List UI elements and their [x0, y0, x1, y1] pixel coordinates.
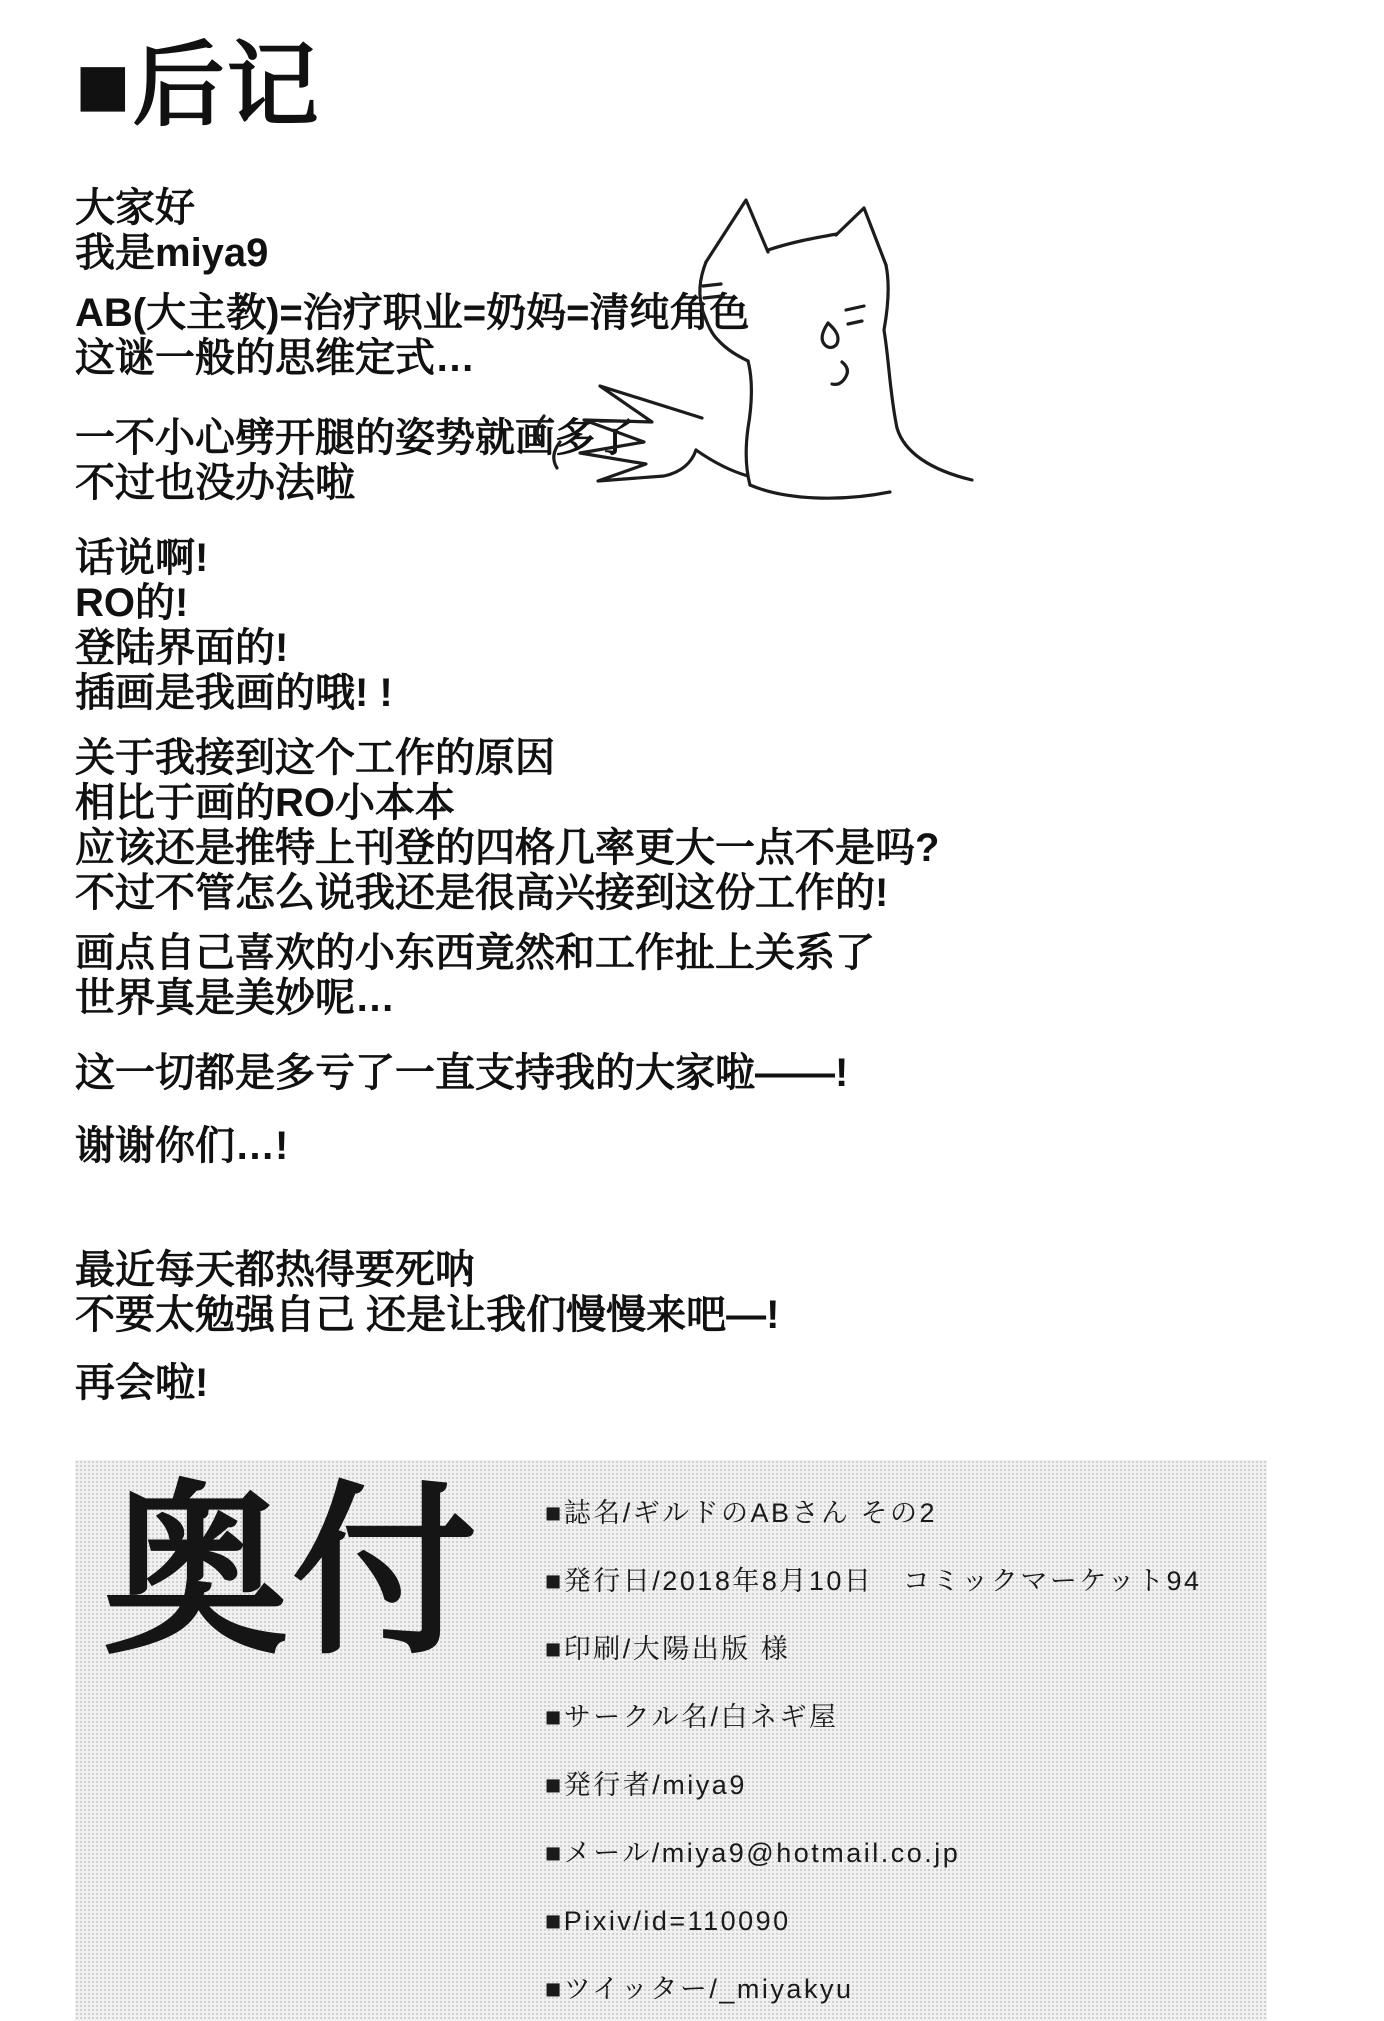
afterword-line: 话说啊! — [75, 536, 209, 580]
afterword-line: 登陆界面的! — [75, 626, 289, 670]
afterword-paragraph — [75, 1248, 1005, 1338]
afterword-line: 应该还是推特上刊登的四格几率更大一点不是吗? — [75, 826, 940, 870]
afterword-line: 不过不管怎么说我还是很高兴接到这份工作的! — [75, 871, 889, 915]
afterword-paragraph — [75, 736, 1005, 916]
page-title: ■后记 — [75, 35, 321, 137]
afterword-line: 画点自己喜欢的小东西竟然和工作扯上关系了 — [75, 931, 875, 975]
afterword-line: 再会啦! — [75, 1361, 209, 1405]
afterword-line: 这一切都是多亏了一直支持我的大家啦——! — [75, 1051, 849, 1095]
afterword-line: 关于我接到这个工作的原因 — [75, 736, 555, 780]
afterword-paragraph — [75, 931, 1005, 1021]
colophon-entry-email: ■メール/miya9@hotmail.co.jp — [545, 1838, 961, 1868]
colophon-section — [75, 1460, 1267, 2021]
colophon-entry-printer: ■印刷/大陽出版 様 — [545, 1634, 791, 1664]
colophon-entry-publisher: ■発行者/miya9 — [545, 1770, 747, 1800]
afterword-line: 世界真是美妙呢… — [75, 976, 395, 1020]
afterword-paragraph — [75, 1361, 1005, 1406]
colophon-entry-twitter: ■ツイッター/_miyakyu — [545, 1974, 854, 2004]
colophon-entry-pixiv: ■Pixiv/id=110090 — [545, 1906, 791, 1936]
colophon-entry-publish-date: ■発行日/2018年8月10日 コミックマーケット94 — [545, 1566, 1202, 1596]
afterword-line: 最近每天都热得要死呐 — [75, 1248, 475, 1292]
colophon-heading: 奥付 — [103, 1472, 481, 1677]
afterword-line: 谢谢你们…! — [75, 1124, 289, 1168]
afterword-line: 这谜一般的思维定式… — [75, 336, 475, 380]
afterword-line: RO的! — [75, 581, 189, 625]
afterword-paragraph — [75, 1051, 1005, 1096]
afterword-paragraph — [75, 1124, 1005, 1169]
afterword-line: 插画是我画的哦! ! — [75, 671, 393, 715]
afterword-line: 一不小心劈开腿的姿势就画多了 — [75, 416, 635, 460]
colophon-entries — [545, 1498, 1202, 2004]
afterword-line: 相比于画的RO小本本 — [75, 781, 455, 825]
cat-sketch-icon — [510, 180, 1010, 540]
afterword-line: AB(大主教)=治疗职业=奶妈=清纯角色 — [75, 291, 750, 335]
colophon-entry-title: ■誌名/ギルドのABさん その2 — [545, 1498, 938, 1528]
afterword-line: 不要太勉强自己 还是让我们慢慢来吧—! — [75, 1293, 780, 1337]
afterword-line: 大家好 — [75, 186, 195, 230]
afterword-paragraph — [75, 536, 1005, 716]
afterword-line: 我是miya9 — [75, 231, 269, 275]
colophon-entry-circle-name: ■サークル名/白ネギ屋 — [545, 1702, 839, 1732]
afterword-line: 不过也没办法啦 — [75, 461, 355, 505]
